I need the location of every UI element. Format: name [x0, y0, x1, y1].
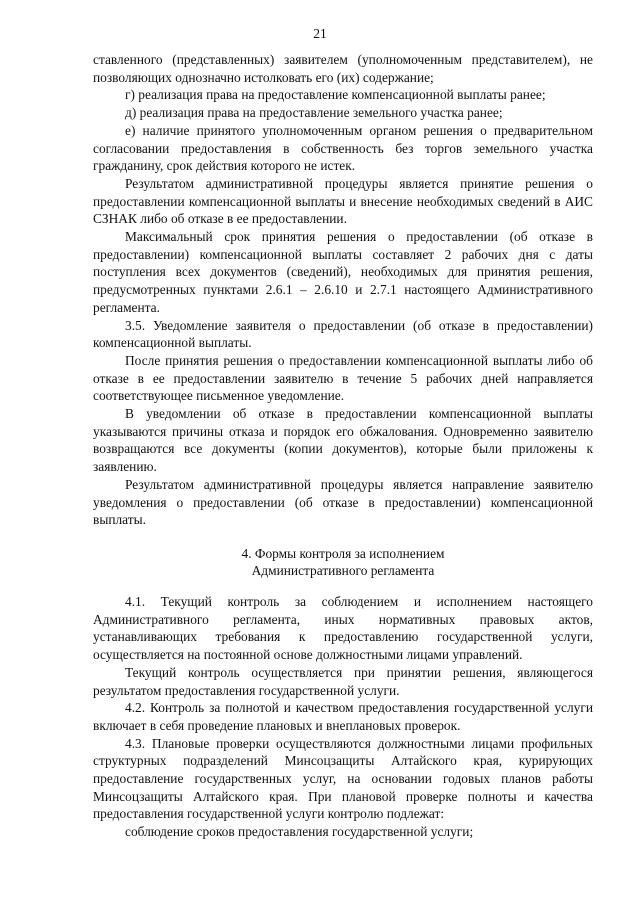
paragraph-max-term: Максимальный срок принятия решения о предоставлении (об отказе в предоставлении) компенсационной выплаты составляет 2 рабочих дня с даты поступления всех документов (сведений), необходимых для принятия решения, предусмотренных пунктами 2.6.1 – 2.6.10 и 2.7.1 настоящего Административного регламента.	[93, 229, 593, 315]
page-number: 21	[313, 26, 327, 41]
section-heading	[93, 545, 593, 579]
paragraph-refusal-notice: В уведомлении об отказе в предоставлении компенсационной выплаты указываются причины отказа и порядок его обжалования. Одновременно заявителю возвращаются все документы (копии документов), которые были приложены к заявлению.	[93, 406, 593, 475]
paragraph-current-control: Текущий контроль осуществляется при принятии решения, являющегося результатом предоставления государственной услуги.	[93, 664, 593, 698]
section-heading-line-2: Административного регламента	[251, 562, 435, 578]
paragraph-4-3: 4.3. Плановые проверки осуществляются должностными лицами профильных структурных подразделений Минсоцзащиты Алтайского края, курирующих предоставление государственных услуг, на основании годовых планов работы Минсоцзащиты Алтайского края. При плановой проверке полноты и качества предоставления государственной услуги контролю подлежат:	[93, 735, 593, 822]
paragraph-3-5: 3.5. Уведомление заявителя о предоставлении (об отказе в предоставлении) компенсационной выплаты.	[93, 317, 593, 351]
paragraph-deadlines: соблюдение сроков предоставления государственной услуги;	[125, 824, 474, 840]
paragraph-4-1: 4.1. Текущий контроль за соблюдением и исполнением настоящего Административного регламента, иных нормативных правовых актов, устанавливающих требования к предоставлению государственной услуги, осуществляется на постоянной основе должностными лицами управлений.	[93, 593, 593, 663]
paragraph-continuation: ставленного (представленных) заявителем (уполномоченным представителем), не позволяющих однозначно истолковать его (их) содержание;	[93, 52, 593, 85]
section-heading-line-1: 4. Формы контроля за исполнением	[241, 545, 445, 561]
paragraph-4-2: 4.2. Контроль за полнотой и качеством предоставления государственной услуги включает в себя проведение плановых и внеплановых проверок.	[93, 700, 593, 733]
paragraph-notification: После принятия решения о предоставлении компенсационной выплаты либо об отказе в ее предоставлении заявителю в течение 5 рабочих дней направляется соответствующее письменное уведомление.	[93, 352, 593, 404]
list-item-g: г) реализация права на предоставление компенсационной выплаты ранее;	[125, 87, 546, 103]
paragraph-result-decision: Результатом административной процедуры является принятие решения о предоставлении компенсационной выплаты и внесение необходимых сведений в АИС СЗНАК либо об отказе в ее предоставлении.	[93, 175, 593, 227]
list-item-d: д) реализация права на предоставление земельного участка ранее;	[125, 105, 503, 121]
document-body	[93, 51, 593, 841]
list-item-e: е) наличие принятого уполномоченным органом решения о предварительном согласовании предоставления в собственность без торгов земельного участка гражданину, срок действия которого не истек.	[93, 122, 593, 174]
paragraph-result-notice: Результатом административной процедуры является направление заявителю уведомления о предоставлении (об отказе в предоставлении) компенсационной выплаты.	[93, 476, 593, 528]
